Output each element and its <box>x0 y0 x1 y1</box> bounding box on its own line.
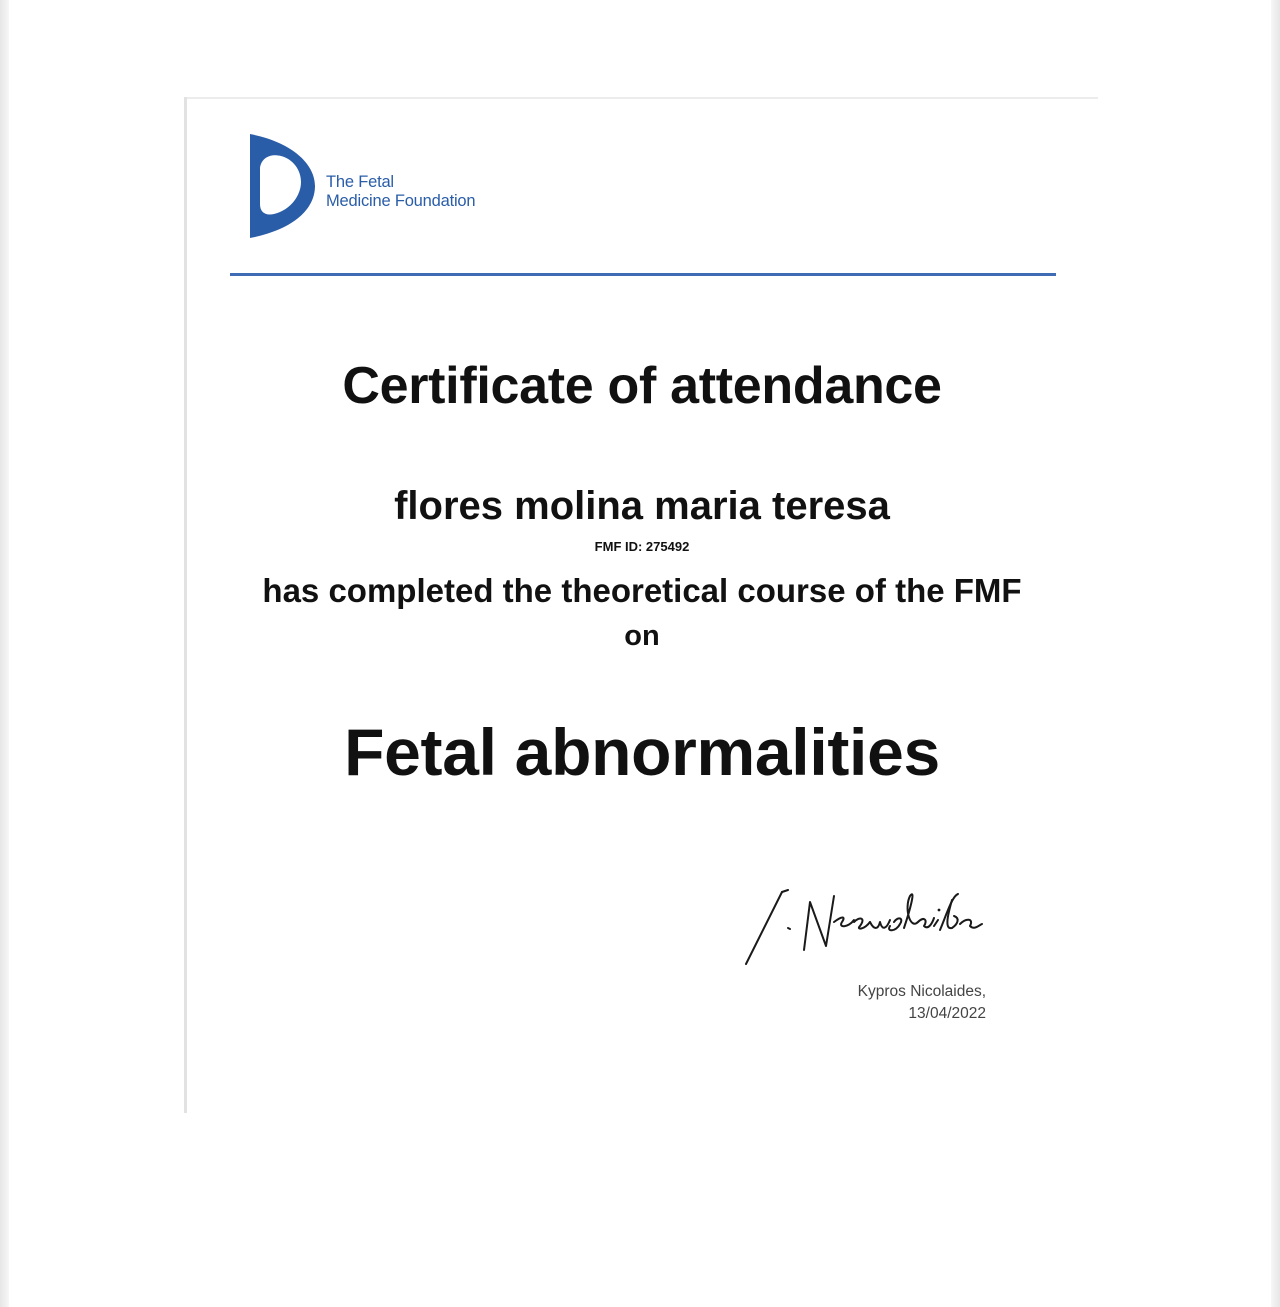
recipient-name: flores molina maria teresa <box>394 484 890 528</box>
signatory-block <box>858 981 986 1025</box>
fmf-id: FMF ID: 275492 <box>594 539 690 554</box>
header-divider <box>230 273 1056 276</box>
certificate-title: Certificate of attendance <box>342 357 942 415</box>
course-name: Fetal abnormalities <box>344 715 940 789</box>
fmf-logo-icon <box>247 132 317 240</box>
viewer-right-edge <box>1271 0 1280 1307</box>
signature-date: 13/04/2022 <box>908 1005 986 1022</box>
signatory-name: Kypros Nicolaides, <box>857 983 986 1000</box>
organization-name-line1: The Fetal <box>326 173 394 191</box>
handwritten-signature <box>738 850 988 970</box>
page-top-border <box>186 97 1098 99</box>
organization-name <box>326 173 475 211</box>
viewer-left-edge <box>0 0 9 1307</box>
completion-statement: has completed the theoretical course of the FMF <box>262 572 1022 609</box>
on-label: on <box>624 620 660 652</box>
organization-name-line2: Medicine Foundation <box>326 192 476 210</box>
